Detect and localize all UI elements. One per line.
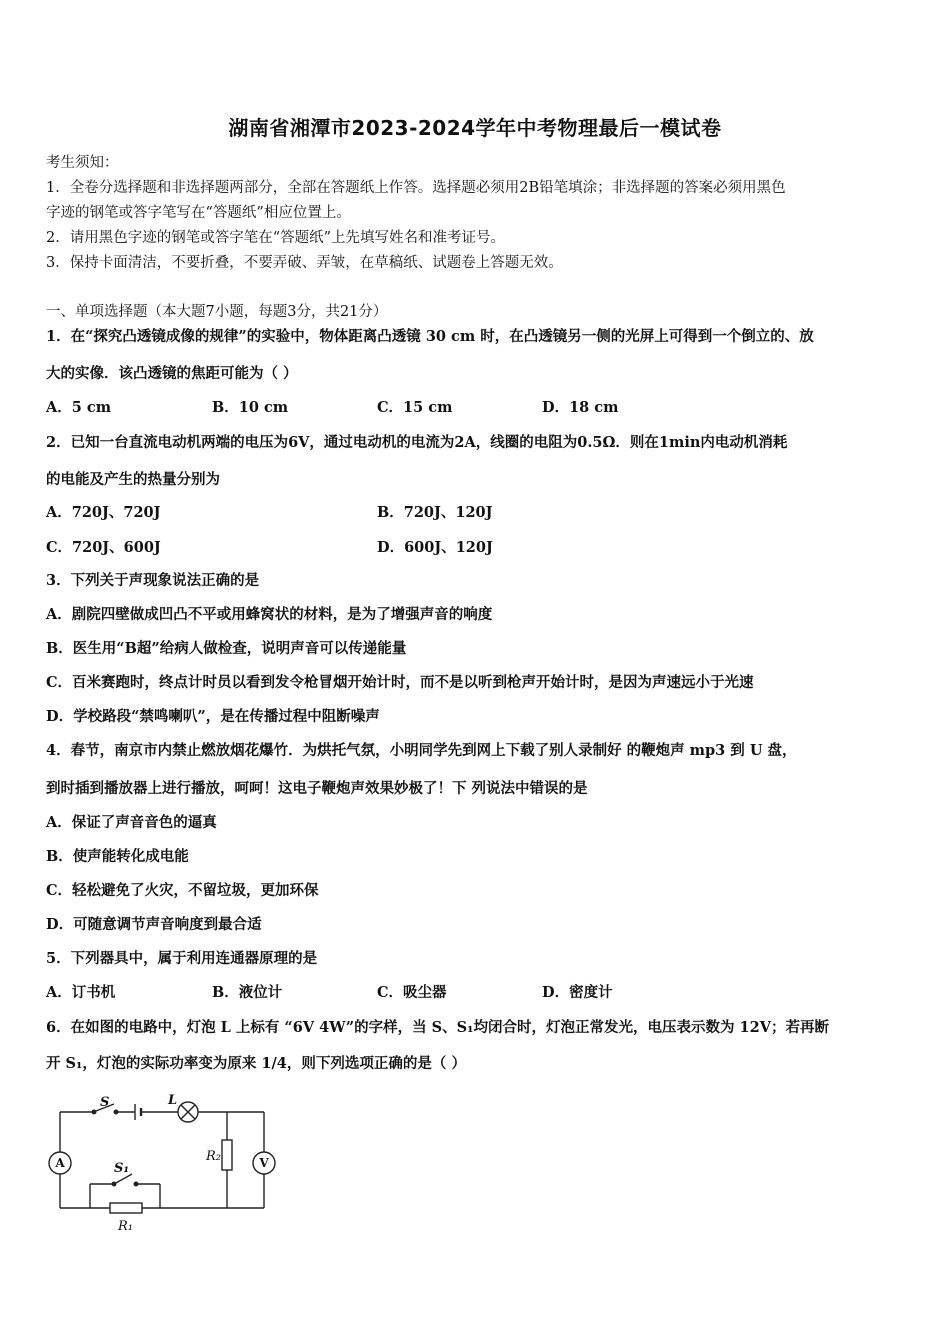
question-6-stem-cont: 开 S₁，灯泡的实际功率变为原来 1/4，则下列选项正确的是（ ） [46,1055,466,1072]
question-1-stem: 1．在“探究凸透镜成像的规律”的实验中，物体距离凸透镜 30 cm 时，在凸透镜另一侧的光屏上可得到一个倒立的、放 [46,328,814,345]
q1-option-c: C．15 cm [377,399,453,416]
notice-heading: 考生须知： [46,155,119,171]
notice-item: 2．请用黑色字迹的钢笔或答字笔在“答题纸”上先填写姓名和准考证号。 [46,230,506,246]
question-5-stem: 5．下列器具中，属于利用连通器原理的是 [46,950,318,967]
question-2-stem: 2．已知一台直流电动机两端的电压为6V，通过电动机的电流为2A，线圈的电阻为0.5Ω．则在1min内电动机消耗 [46,434,788,451]
q2-option-b: B．720J、120J [377,504,493,521]
switch-s-contact [114,1110,118,1114]
q1-option-b: B．10 cm [212,399,289,416]
question-4-stem: 4．春节，南京市内禁止燃放烟花爆竹．为烘托气氛，小明同学先到网上下载了别人录制好 的鞭炮声 mp3 到 U 盘， [46,742,797,759]
q1-option-d: D．18 cm [542,399,619,416]
label-s1: S₁ [114,1161,130,1176]
q2-option-a: A．720J、720J [46,504,161,521]
resistor-r1 [110,1203,142,1213]
label-s: S [100,1095,110,1110]
switch-s-contact [92,1110,96,1114]
q2-option-d: D．600J、120J [377,539,493,556]
ammeter-label: A [55,1156,65,1170]
q5-option-c: C．吸尘器 [377,984,447,1001]
q1-option-a: A．5 cm [46,399,112,416]
q4-option-c: C．轻松避免了火灾，不留垃圾，更加环保 [46,882,319,899]
q5-option-b: B．液位计 [212,984,283,1001]
label-l: L [168,1093,178,1108]
section-heading: 一、单项选择题（本大题7小题，每题3分，共21分） [46,304,388,320]
q5-option-a: A．订书机 [46,984,116,1001]
q3-option-a: A．剧院四壁做成凹凸不平或用蜂窝状的材料，是为了增强声音的响度 [46,606,493,623]
q2-option-c: C．720J、600J [46,539,161,556]
voltmeter-label: V [259,1156,269,1170]
notice-item: 字迹的钢笔或答字笔写在“答题纸”相应位置上。 [46,205,351,221]
q4-option-b: B．使声能转化成电能 [46,848,189,865]
switch-s1-contact [112,1182,116,1186]
q5-option-d: D．密度计 [542,984,613,1001]
question-6-stem: 6．在如图的电路中，灯泡 L 上标有 “6V 4W”的字样，当 S、S₁均闭合时，灯泡正常发光，电压表示数为 12V；若再断 [46,1019,829,1036]
q4-option-a: A．保证了声音音色的逼真 [46,814,217,831]
question-1-stem-cont: 大的实像．该凸透镜的焦距可能为（ ） [46,365,298,382]
question-2-stem-cont: 的电能及产生的热量分别为 [46,471,220,488]
question-4-stem-cont: 到时插到播放器上进行播放，呵呵！这电子鞭炮声效果妙极了！下 列说法中错误的是 [46,780,588,797]
notice-item: 1．全卷分选择题和非选择题两部分，全部在答题纸上作答。选择题必须用2B铅笔填涂；非选择题的答案必须用黑色 [46,180,786,196]
switch-s1-contact [134,1182,138,1186]
label-r1: R₁ [118,1219,133,1234]
q3-option-b: B．医生用“B超”给病人做检查，说明声音可以传递能量 [46,640,407,657]
label-r2: R₂ [206,1149,221,1164]
notice-item: 3．保持卡面清洁，不要折叠，不要弄破、弄皱，在草稿纸、试题卷上答题无效。 [46,255,563,271]
q4-option-d: D．可随意调节声音响度到最合适 [46,916,262,933]
resistor-r2 [222,1140,232,1170]
question-3-stem: 3．下列关于声现象说法正确的是 [46,572,260,589]
page-title: 湖南省湘潭市2023-2024学年中考物理最后一模试卷 [228,116,722,140]
q3-option-d: D．学校路段“禁鸣喇叭”，是在传播过程中阻断噪声 [46,708,380,725]
q3-option-c: C．百米赛跑时，终点计时员以看到发令枪冒烟开始计时，而不是以听到枪声开始计时，是因为声速远小于光速 [46,674,754,691]
circuit-diagram [40,1090,290,1240]
